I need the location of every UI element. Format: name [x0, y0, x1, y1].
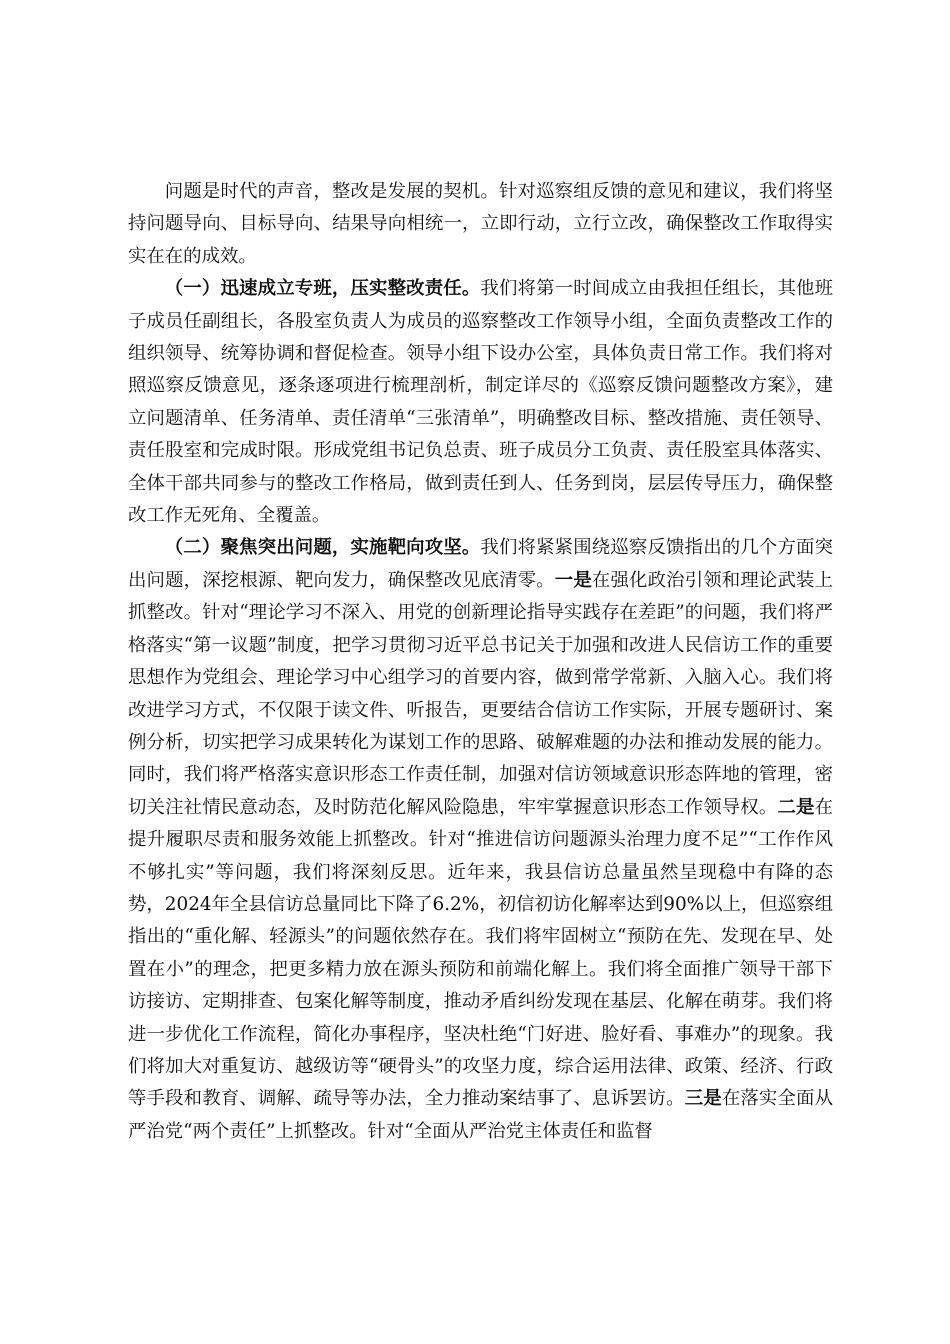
- paragraph-text: 在强化政治引领和理论武装上抓整改。针对“理论学习不深入、用党的创新理论指导实践存在差距”的问题，我们将严格落实“第一议题”制度，把学习贯彻习近平总书记关于加强和改进人民信访工作的重要思想作为党组会、理论学习中心组学习的首要内容，做到常学常新、入脑入心。我们将改进学习方式，不仅限于读文件、听报告，更要结合信访工作实际，开展专题研讨、案例分析，切实把学习成果转化为谋划工作的思路、破解难题的办法和推动发展的能力。同时，我们将严格落实意识形态工作责任制，加强对信访领域意识形态阵地的管理，密切关注社情民意动态，及时防范化解风险隐患，牢牢掌握意识形态工作领导权。: [128, 569, 833, 818]
- section-1-paragraph: [128, 273, 833, 532]
- section-1-heading: （一）迅速成立专班，压实整改责任。: [164, 278, 481, 300]
- section-2-heading: （二）聚焦突出问题，实施靶向攻坚。: [164, 537, 481, 559]
- point-3-marker: 三是: [684, 1088, 722, 1110]
- section-2-paragraph: [128, 532, 833, 1148]
- intro-paragraph: [128, 176, 833, 273]
- paragraph-text: 我们将第一时间成立由我担任组长，其他班子成员任副组长，各股室负责人为成员的巡察整改工作领导小组，全面负责整改工作的组织领导、统筹协调和督促检查。领导小组下设办公室，具体负责日常工作。我们将对照巡察反馈意见，逐条逐项进行梳理剖析，制定详尽的《巡察反馈问题整改方案》，建立问题清单、任务清单、责任清单“三张清单”，明确整改目标、整改措施、责任领导、责任股室和完成时限。形成党组书记负总责、班子成员分工负责、责任股室具体落实、全体干部共同参与的整改工作格局，做到责任到人、任务到岗，层层传导压力，确保整改工作无死角、全覆盖。: [128, 278, 833, 527]
- document-body: [128, 176, 833, 1148]
- point-2-marker: 二是: [777, 796, 815, 818]
- paragraph-text: 我们将紧紧围绕巡察反馈指出的几个方面突出问题，深挖根源、靶向发力，确保整改见底清零。: [128, 537, 833, 591]
- paragraph-text: 在提升履职尽责和服务效能上抓整改。针对“推进信访问题源头治理力度不足”“工作作风不够扎实”等问题，我们将深刻反思。近年来，我县信访总量虽然呈现稳中有降的态势，2024年全县信访总量同比下降了6.2%，初信初访化解率达到90%以上，但巡察组指出的“重化解、轻源头”的问题依然存在。我们将牢固树立“预防在先、发现在早、处置在小”的理念，把更多精力放在源头预防和前端化解上。我们将全面推广领导干部下访接访、定期排查、包案化解等制度，推动矛盾纠纷发现在基层、化解在萌芽。我们将进一步优化工作流程，简化办事程序，坚决杜绝“门好进、脸好看、事难办”的现象。我们将加大对重复访、越级访等“硬骨头”的攻坚力度，综合运用法律、政策、经济、行政等手段和教育、调解、疏导等办法，全力推动案结事了、息诉罢访。: [128, 796, 833, 1110]
- paragraph-text: 问题是时代的声音，整改是发展的契机。针对巡察组反馈的意见和建议，我们将坚持问题导向、目标导向、结果导向相统一，立即行动，立行立改，确保整改工作取得实实在在的成效。: [128, 181, 833, 267]
- point-1-marker: 一是: [554, 569, 592, 591]
- paragraph-text: 在落实全面从严治党“两个责任”上抓整改。针对“全面从严治党主体责任和监督: [128, 1088, 833, 1142]
